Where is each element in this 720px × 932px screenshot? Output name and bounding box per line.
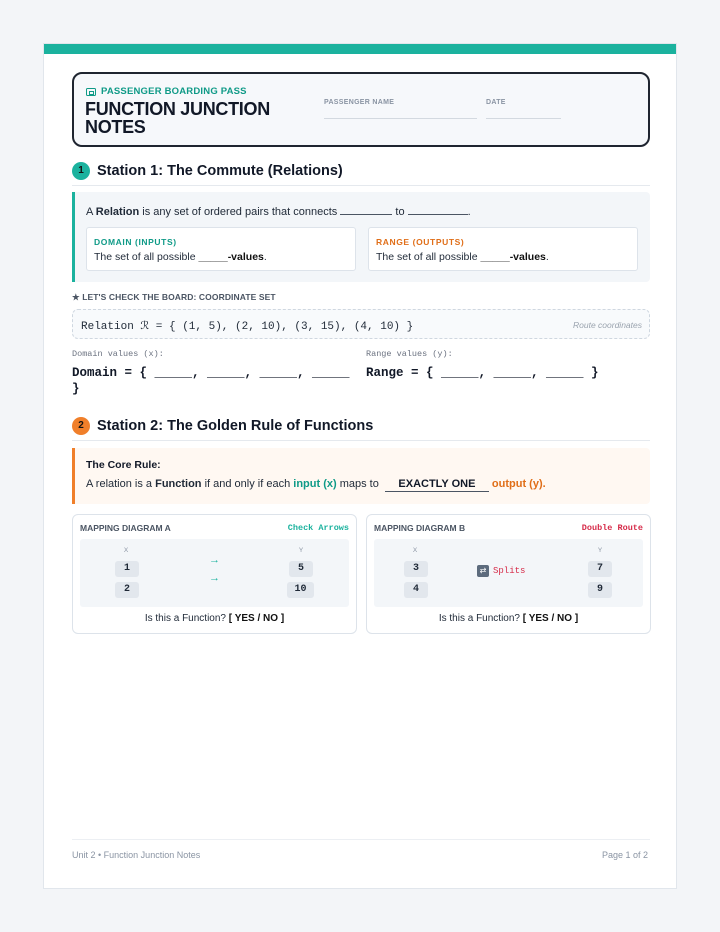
def-blank-2[interactable] [408,205,468,215]
domain-text-prefix: The set of all possible [94,251,199,263]
diagram-b-question-text: Is this a Function? [438,613,523,624]
range-blank[interactable]: _____ [480,251,510,263]
diagram-b-x-node: 3 [404,561,428,577]
station1-number-badge: 1 [72,162,90,180]
domain-blank[interactable]: _____ [198,251,228,263]
mapping-diagram-a [72,514,357,634]
mapping-diagram-b [366,514,651,634]
check-board-label [72,292,276,303]
station2-number-badge: 2 [72,417,90,435]
split-label: Splits [493,566,526,576]
core-rule-box [72,448,650,504]
diagram-a-question [73,613,356,624]
ticket-icon [86,88,96,96]
diagram-b-tag: Double Route [581,523,643,533]
rule-prefix: A relation is a [86,478,156,490]
check-board-text: LET'S CHECK THE BOARD: COORDINATE SET [82,292,276,302]
diagram-b-title: MAPPING DIAGRAM B [374,523,466,533]
station1-title: Station 1: The Commute (Relations) [97,163,343,179]
diagram-b-y-node: 7 [588,561,612,577]
coordinate-set-box [72,309,650,339]
range-card [368,227,638,271]
range-text-end: . [545,251,549,263]
footer-page-number: Page 1 of 2 [601,850,648,860]
core-rule-text [86,478,546,492]
domain-values-blanks[interactable]: Domain = { _____, _____, _____, _____ } [72,366,350,396]
diagram-b-question [367,613,650,624]
domain-label: DOMAIN (INPUTS) [94,237,177,247]
date-label: DATE [486,99,506,106]
rule-answer: EXACTLY ONE [385,478,489,492]
diagram-a-question-text: Is this a Function? [144,613,229,624]
worksheet-page [43,43,677,889]
date-field[interactable] [486,118,561,119]
diagram-b-x-head: X [412,547,418,554]
station1-heading [72,162,650,186]
shuffle-icon: ⇄ [477,565,489,577]
diagram-b-split [477,565,525,577]
pass-label [86,86,247,97]
footer-divider [72,839,650,840]
diagram-a-title: MAPPING DIAGRAM A [80,523,171,533]
def-end: . [467,206,471,218]
diagram-b-area [374,539,643,607]
def-term: Relation [95,206,140,218]
route-note: Route coordinates [573,320,642,330]
arrow-right-icon: → [209,554,220,566]
domain-text-bold: -values [227,251,264,263]
rule-input: input (x) [293,478,337,490]
range-text-bold: -values [509,251,546,263]
def-blank-1[interactable] [340,205,392,215]
diagram-a-y-head: Y [298,547,304,554]
relation-set: Relation ℛ = { (1, 5), (2, 10), (3, 15), (4, 10) } [81,321,414,333]
range-label: RANGE (OUTPUTS) [376,237,465,247]
relation-definition-box [72,192,650,282]
diagram-a-y-node: 5 [289,561,313,577]
page-title: FUNCTION JUNCTION NOTES [85,99,270,137]
station2-heading [72,417,650,441]
rule-middle: if and only if each [201,478,294,490]
passenger-name-label: PASSENGER NAME [324,99,395,106]
range-text [376,251,549,263]
arrow-right-icon: → [209,572,220,584]
def-middle: is any set of ordered pairs that connects [139,206,341,218]
range-text-prefix: The set of all possible [376,251,481,263]
domain-text-end: . [263,251,267,263]
diagram-b-y-node: 9 [588,582,612,598]
diagram-b-y-head: Y [597,547,603,554]
range-values-blanks[interactable]: Range = { _____, _____, _____ } [366,366,599,380]
station2-title: Station 2: The Golden Rule of Functions [97,418,374,434]
rule-maps: maps to [336,478,382,490]
diagram-a-y-node: 10 [287,582,314,598]
diagram-a-yes-no[interactable]: [ YES / NO ] [228,613,285,624]
top-accent-bar [44,44,676,54]
domain-card [86,227,356,271]
footer-unit: Unit 2 • Function Junction Notes [72,850,201,860]
boarding-pass-header [72,72,650,147]
diagram-a-tag: Check Arrows [287,523,349,533]
diagram-a-x-head: X [123,547,129,554]
def-connector: to [392,206,408,218]
pass-label-text: PASSENGER BOARDING PASS [101,86,247,97]
rule-function: Function [155,478,202,490]
def-prefix: A [86,206,96,218]
domain-text [94,251,267,263]
relation-definition [86,205,471,218]
range-values-label: Range values (y): [366,349,453,359]
rule-output: output (y). [491,478,546,490]
diagram-a-x-node: 1 [115,561,139,577]
core-rule-title: The Core Rule: [86,459,161,471]
star-icon: ★ [72,292,80,302]
diagram-a-area [80,539,349,607]
diagram-b-x-node: 4 [404,582,428,598]
passenger-name-field[interactable] [324,118,477,119]
diagram-b-yes-no[interactable]: [ YES / NO ] [522,613,579,624]
domain-values-label: Domain values (x): [72,349,164,359]
diagram-a-x-node: 2 [115,582,139,598]
